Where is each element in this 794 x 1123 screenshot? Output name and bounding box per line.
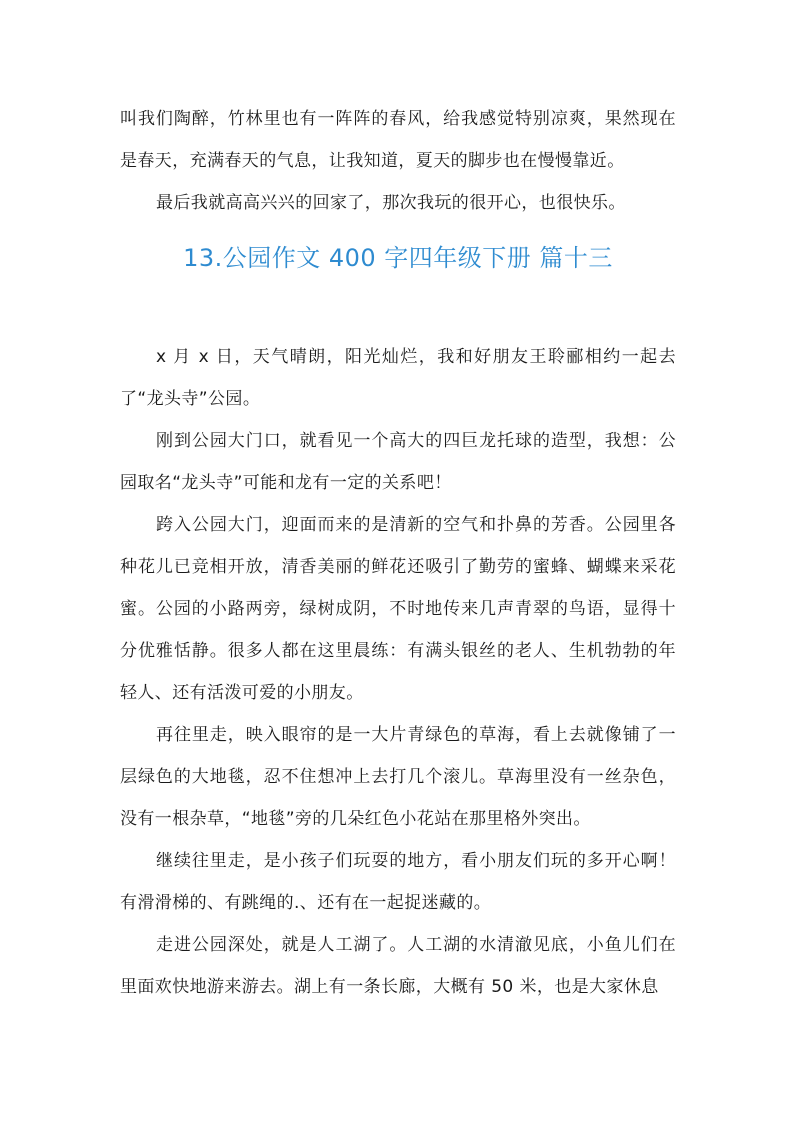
document-content xyxy=(120,98,676,1008)
paragraph-4: 再往里走，映入眼帘的是一大片青绿色的草海，看上去就像铺了一层绿色的大地毯，忍不住想冲上去打几个滚儿。草海里没有一丝杂色，没有一根杂草，“地毯”旁的几朵红色小花站在那里格外突出。 xyxy=(120,725,676,829)
paragraph-5: 继续往里走，是小孩子们玩耍的地方，看小朋友们玩的多开心啊！有滑滑梯的、有跳绳的.、还有在一起捉迷藏的。 xyxy=(120,851,676,913)
paragraph-3: 跨入公园大门，迎面而来的是清新的空气和扑鼻的芳香。公园里各种花儿已竞相开放，清香美丽的鲜花还吸引了勤劳的蜜蜂、蝴蝶来采花蜜。公园的小路两旁，绿树成阴，不时地传来几声青翠的鸟语，显得十分优雅恬静。很多人都在这里晨练：有满头银丝的老人、生机勃勃的年轻人、还有活泼可爱的小朋友。 xyxy=(120,515,676,703)
paragraph-6: 走进公园深处，就是人工湖了。人工湖的水清澈见底，小鱼儿们在里面欢快地游来游去。湖上有一条长廊，大概有 50 米，也是大家休息 xyxy=(120,935,676,997)
paragraph-2: 刚到公园大门口，就看见一个高大的四巨龙托球的造型，我想：公园取名“龙头寺”可能和龙有一定的关系吧！ xyxy=(120,431,676,493)
paragraph-closing: 最后我就高高兴兴的回家了，那次我玩的很开心，也很快乐。 xyxy=(156,193,626,213)
essay-title: 13.公园作文 400 字四年级下册 篇十三 xyxy=(183,244,613,272)
paragraph-continued: 叫我们陶醉，竹林里也有一阵阵的春风，给我感觉特别凉爽，果然现在是春天，充满春天的气息，让我知道，夏天的脚步也在慢慢靠近。 xyxy=(120,109,676,171)
paragraph-1: x 月 x 日，天气晴朗，阳光灿烂，我和好朋友王聆郦相约一起去了“龙头寺”公园。 xyxy=(120,347,676,409)
